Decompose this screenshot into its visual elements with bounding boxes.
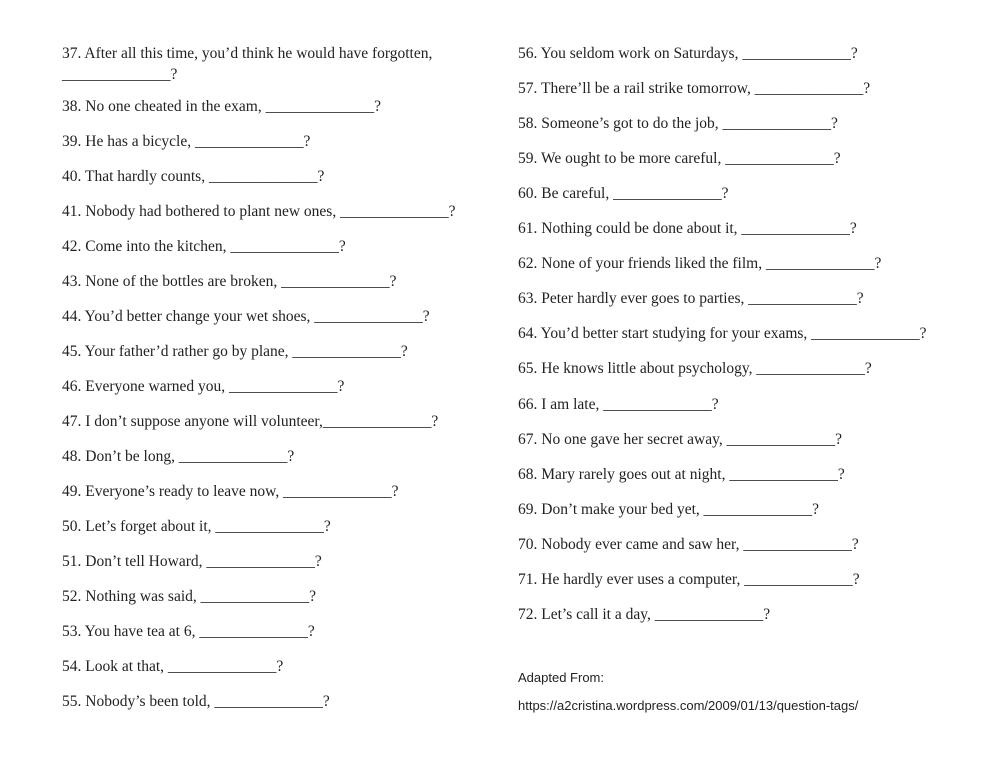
question-47: 47. I don’t suppose anyone will volunteer,______________? xyxy=(62,413,439,430)
question-55: 55. Nobody’s been told, ______________? xyxy=(62,693,330,710)
credit-url[interactable]: https://a2cristina.wordpress.com/2009/01/13/question-tags/ xyxy=(518,698,859,713)
question-37: 37. After all this time, you’d think he would have forgotten, ______________? xyxy=(62,45,433,83)
credit-label: Adapted From: xyxy=(518,670,604,685)
question-67: 67. No one gave her secret away, ______________? xyxy=(518,431,842,448)
question-60: 60. Be careful, ______________? xyxy=(518,185,729,202)
question-63: 63. Peter hardly ever goes to parties, ______________? xyxy=(518,290,864,307)
question-59: 59. We ought to be more careful, ______________? xyxy=(518,150,841,167)
question-61: 61. Nothing could be done about it, ______________? xyxy=(518,220,857,237)
question-69: 69. Don’t make your bed yet, ______________? xyxy=(518,501,820,518)
question-50: 50. Let’s forget about it, ______________? xyxy=(62,518,331,535)
question-45: 45. Your father’d rather go by plane, ______________? xyxy=(62,343,408,360)
question-44: 44. You’d better change your wet shoes, ______________? xyxy=(62,308,430,325)
question-46: 46. Everyone warned you, ______________? xyxy=(62,378,345,395)
question-62: 62. None of your friends liked the film, ______________? xyxy=(518,255,882,272)
question-70: 70. Nobody ever came and saw her, ______________? xyxy=(518,536,859,553)
question-64: 64. You’d better start studying for your exams, ______________? xyxy=(518,325,927,342)
question-68: 68. Mary rarely goes out at night, ______________? xyxy=(518,466,845,483)
question-53: 53. You have tea at 6, ______________? xyxy=(62,623,315,640)
question-52: 52. Nothing was said, ______________? xyxy=(62,588,317,605)
question-42: 42. Come into the kitchen, ______________? xyxy=(62,238,346,255)
question-57: 57. There’ll be a rail strike tomorrow, ______________? xyxy=(518,80,871,97)
question-66: 66. I am late, ______________? xyxy=(518,396,719,413)
question-56: 56. You seldom work on Saturdays, ______________? xyxy=(518,45,858,62)
question-51: 51. Don’t tell Howard, ______________? xyxy=(62,553,322,570)
question-58: 58. Someone’s got to do the job, ______________? xyxy=(518,115,838,132)
question-71: 71. He hardly ever uses a computer, ______________? xyxy=(518,571,860,588)
question-65: 65. He knows little about psychology, ______________? xyxy=(518,360,872,377)
question-72: 72. Let’s call it a day, ______________? xyxy=(518,606,771,623)
question-41: 41. Nobody had bothered to plant new ones, ______________? xyxy=(62,203,456,220)
question-38: 38. No one cheated in the exam, ______________? xyxy=(62,98,381,115)
question-39: 39. He has a bicycle, ______________? xyxy=(62,133,311,150)
question-49: 49. Everyone’s ready to leave now, ______________? xyxy=(62,483,399,500)
question-43: 43. None of the bottles are broken, ______________? xyxy=(62,273,397,290)
question-48: 48. Don’t be long, ______________? xyxy=(62,448,295,465)
question-40: 40. That hardly counts, ______________? xyxy=(62,168,325,185)
question-54: 54. Look at that, ______________? xyxy=(62,658,284,675)
